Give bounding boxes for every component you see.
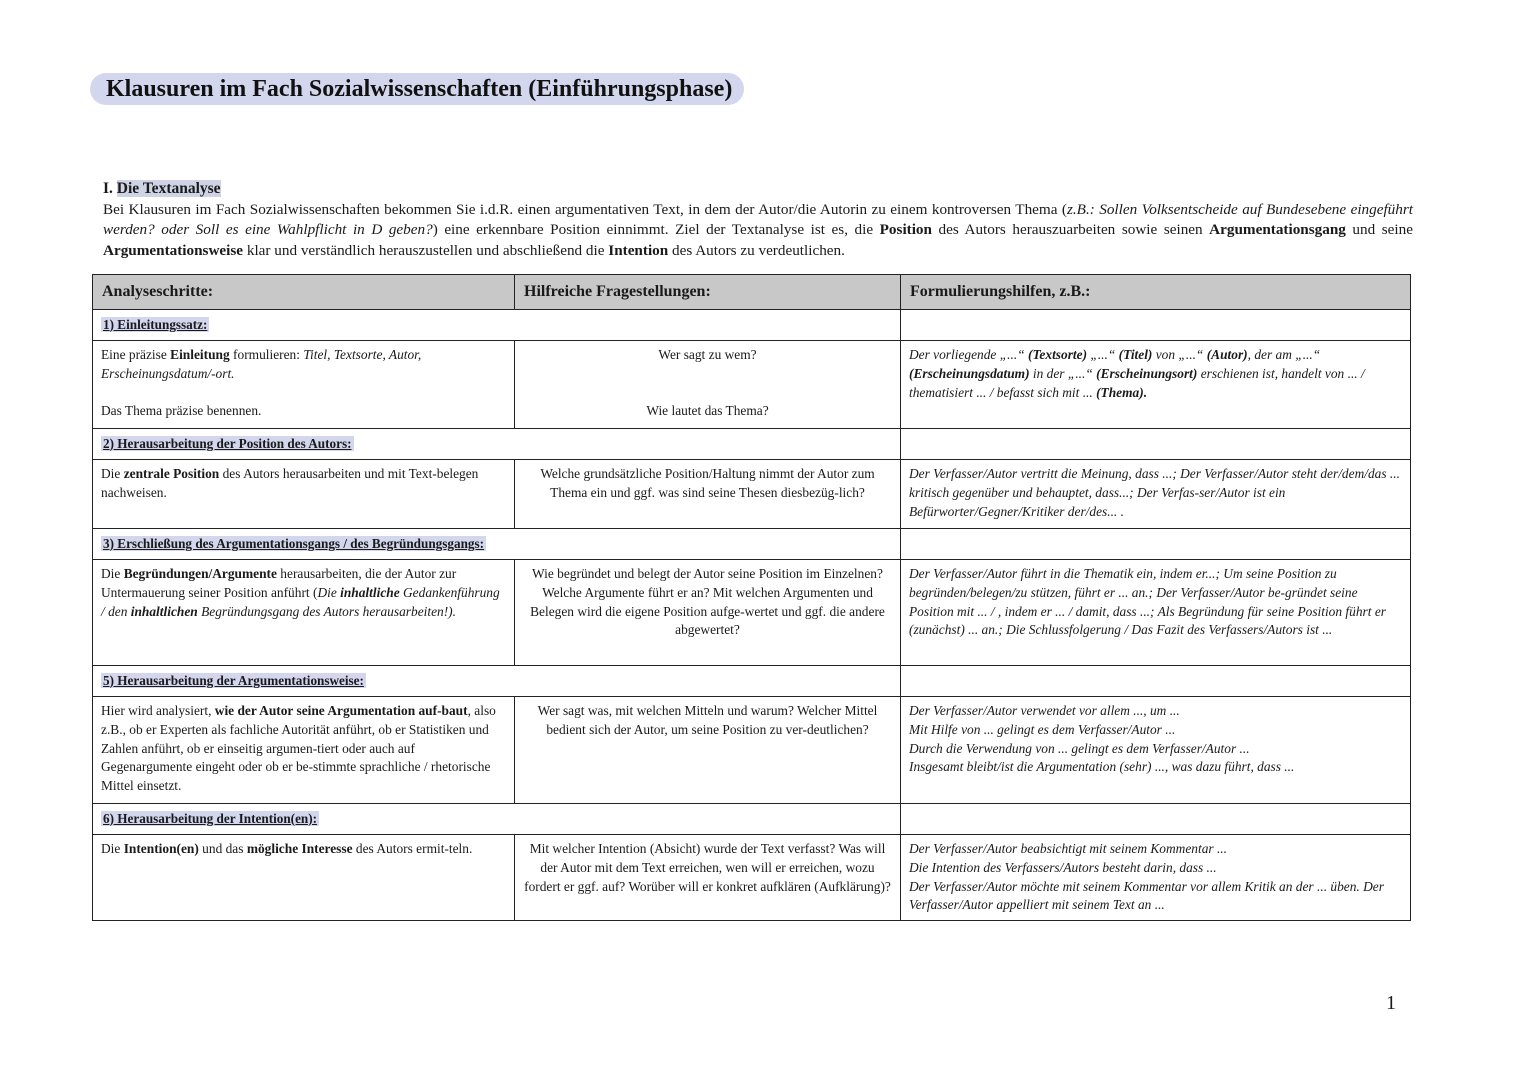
phrasing-aid-cell: Der Verfasser/Autor vertritt die Meinung, dass ...; Der Verfasser/Autor steht der/dem/das ... kritisch gegenüber und behauptet, dass...; Der Verfas-ser/Autor ist ein Befürworter/Gegner/Kritiker der/des... . [901, 460, 1411, 529]
step-heading-row [93, 529, 1411, 560]
step-heading-empty-cell [901, 804, 1411, 835]
guiding-question-cell: Wer sagt was, mit welchen Mitteln und warum? Welcher Mittel bedient sich der Autor, um seine Position zu ver-deutlichen? [515, 697, 901, 804]
guiding-question-cell: Mit welcher Intention (Absicht) wurde der Text verfasst? Was will der Autor mit dem Text erreichen, wen will er erreichen, wozu fordert er ggf. auf? Worüber will er konkret aufklären (Aufklärung)? [515, 835, 901, 921]
step-heading-row [93, 429, 1411, 460]
step-title: 5) Herausarbeitung der Argumentationsweise: [103, 672, 364, 688]
step-heading [93, 804, 901, 835]
step-content-row [93, 460, 1411, 529]
header-fragestellungen: Hilfreiche Fragestellungen: [515, 275, 901, 310]
header-formulierungshilfen: Formulierungshilfen, z.B.: [901, 275, 1411, 310]
step-heading [93, 310, 901, 341]
step-heading-empty-cell [901, 429, 1411, 460]
guiding-question-cell: Welche grundsätzliche Position/Haltung nimmt der Autor zum Thema ein und ggf. was sind seine Thesen diesbezüg-lich? [515, 460, 901, 529]
table-header-row [93, 275, 1411, 310]
phrasing-aid-cell: Der Verfasser/Autor verwendet vor allem ..., um ... Mit Hilfe von ... gelingt es dem Verfasser/Autor ... Durch die Verwendung von ... gelingt es dem Verfasser/Autor ... Insgesamt bleibt/ist die Argumentation (sehr) ..., was dazu führt, dass ... [901, 697, 1411, 804]
step-content-row [93, 697, 1411, 804]
step-content-row [93, 560, 1411, 666]
section-heading [103, 179, 1413, 200]
section-title: Die Textanalyse [116, 180, 221, 197]
step-title: 6) Herausarbeitung der Intention(en): [103, 810, 318, 826]
analysis-step-cell: Eine präzise Einleitung formulieren: Titel, Textsorte, Autor, Erscheinungsdatum/-ort. Das Thema präzise benennen. [93, 341, 515, 429]
phrasing-aid-cell: Der vorliegende „...“ (Textsorte) „...“ (Titel) von „...“ (Autor), der am „...“ (Erscheinungsdatum) in der „...“ (Erscheinungsort) erschienen ist, handelt von ... / thematisiert ... / befasst sich mit ... (Thema). [901, 341, 1411, 429]
step-content-row [93, 835, 1411, 921]
step-heading-row [93, 310, 1411, 341]
step-heading-row [93, 666, 1411, 697]
page-number: 1 [1386, 992, 1396, 1014]
step-heading [93, 429, 901, 460]
document-title: Klausuren im Fach Sozialwissenschaften (Einführungsphase) [90, 73, 744, 105]
step-heading-row [93, 804, 1411, 835]
guiding-question-cell: Wer sagt zu wem? Wie lautet das Thema? [515, 341, 901, 429]
step-heading [93, 529, 901, 560]
phrasing-aid-cell: Der Verfasser/Autor beabsichtigt mit seinem Kommentar ... Die Intention des Verfassers/Autors besteht darin, dass ... Der Verfasser/Autor möchte mit seinem Kommentar vor allem Kritik an der ... üben. Der Verfasser/Autor appelliert mit seinem Text an ... [901, 835, 1411, 921]
section-number: I. [103, 180, 113, 197]
step-title: 1) Einleitungssatz: [103, 316, 208, 332]
step-content-row [93, 341, 1411, 429]
step-heading-empty-cell [901, 666, 1411, 697]
section-intro [103, 179, 1413, 262]
analysis-step-cell: Hier wird analysiert, wie der Autor seine Argumentation auf-baut, also z.B., ob er Experten als fachliche Autorität anführt, ob er Statistiken und Zahlen anführt, ob er einseitig argumen-tiert oder auch auf Gegenargumente eingeht oder ob er be-stimmte sprachliche / rhetorische Mittel einsetzt. [93, 697, 515, 804]
guiding-question-cell: Wie begründet und belegt der Autor seine Position im Einzelnen? Welche Argumente führt er an? Mit welchen Argumenten und Belegen wird die eigene Position aufge-wertet und ggf. die andere abgewertet? [515, 560, 901, 666]
analysis-step-cell: Die Intention(en) und das mögliche Interesse des Autors ermit-teln. [93, 835, 515, 921]
intro-paragraph: Bei Klausuren im Fach Sozialwissenschaften bekommen Sie i.d.R. einen argumentativen Text, in dem der Autor/die Autorin zu einem kontroversen Thema (z.B.: Sollen Volksentscheide auf Bundesebene eingeführt werden? oder Soll es eine Wahlpflicht in D geben?) eine erkennbare Position einnimmt. Ziel der Textanalyse ist es, die Position des Autors herauszuarbeiten sowie seinen Argumentationsgang und seine Argumentationsweise klar und verständlich herauszustellen und abschließend die Intention des Autors zu verdeutlichen. [103, 200, 1414, 260]
analysis-step-cell: Die Begründungen/Argumente herausarbeiten, die der Autor zur Untermauerung seiner Position anführt (Die inhaltliche Gedankenführung / den inhaltlichen Begründungsgang des Autors herausarbeiten!). [93, 560, 515, 666]
analysis-table [92, 274, 1411, 921]
analysis-step-cell: Die zentrale Position des Autors herausarbeiten und mit Text-belegen nachweisen. [93, 460, 515, 529]
step-title: 3) Erschließung des Argumentationsgangs / des Begründungsgangs: [103, 535, 485, 551]
step-title: 2) Herausarbeitung der Position des Autors: [103, 435, 352, 451]
step-heading-empty-cell [901, 529, 1411, 560]
step-heading [93, 666, 901, 697]
header-analyseschritte: Analyseschritte: [93, 275, 515, 310]
phrasing-aid-cell: Der Verfasser/Autor führt in die Thematik ein, indem er...; Um seine Position zu begründen/belegen/zu stützen, führt er ... an.; Der Verfasser/Autor be-gründet seine Position mit ... / , indem er ... / damit, dass ...; Als Begründung für seine Position führt er (zunächst) ... an.; Die Schlussfolgerung / Das Fazit des Verfassers/Autors ist ... [901, 560, 1411, 666]
step-heading-empty-cell [901, 310, 1411, 341]
